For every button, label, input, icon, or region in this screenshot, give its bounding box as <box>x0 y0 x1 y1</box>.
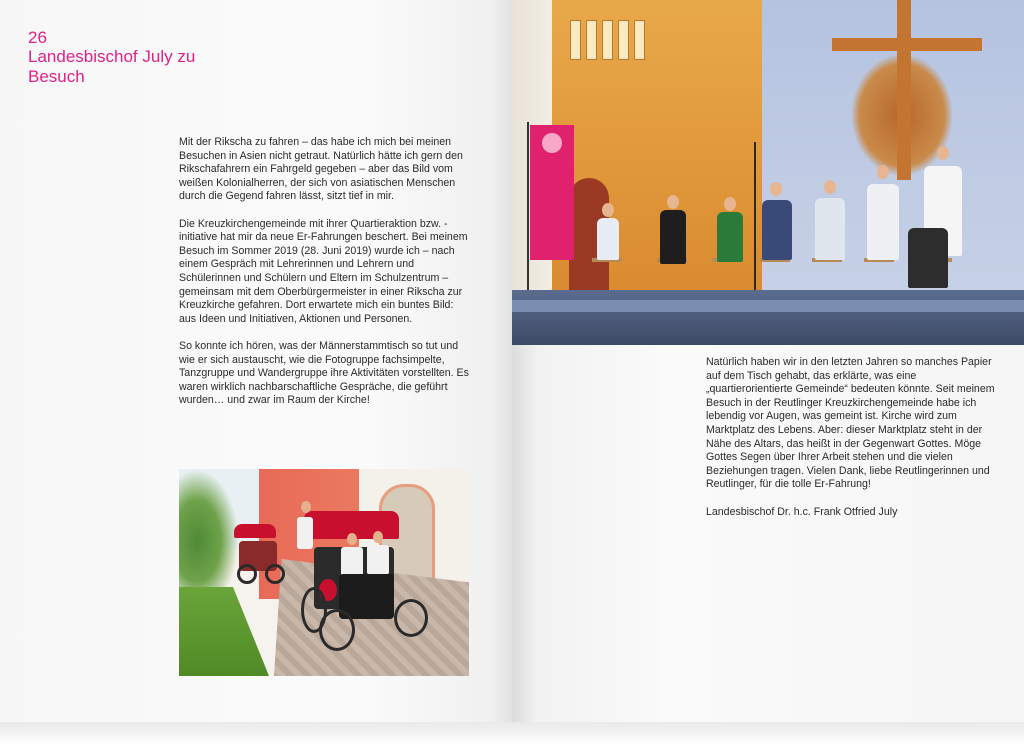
left-body-text <box>179 136 471 421</box>
window <box>586 20 597 60</box>
face <box>301 501 311 513</box>
rickshaw-photo <box>179 469 469 676</box>
cross <box>897 0 911 180</box>
wheel <box>265 564 285 584</box>
signature-line: Landesbischof Dr. h.c. Frank Otfried July <box>706 505 898 518</box>
banner-logo <box>542 133 562 153</box>
passenger-shirt <box>367 545 389 575</box>
wheel <box>394 599 428 637</box>
head <box>770 182 782 196</box>
page-shadow <box>0 722 1024 745</box>
page-title: Landesbischof July zu Besuch <box>28 47 196 86</box>
paragraph: Natürlich haben wir in den letzten Jahren so manches Papier auf dem Tisch gehabt, das erklärte, was eine „quartierorientierte Gemeinde“ bedeuten könnte. Seit meinem Besuch in der Reutlinger Kreuzkirchengemeinde habe ich lebendig vor Augen, was gemeint ist. Kirche wird zum Marktplatz des Lebens. Aber: dieser Marktplatz steht in der Nähe des Altars, das heißt in der Gegenwart Gottes. Möge Gottes Segen über Ihrer Arbeit stehen und die vielen Beziehungen tragen. Vielen Dank, liebe Reutlingerinnen und Reutlinger, für die tolle Er-Fahrung! <box>706 356 995 491</box>
trees <box>179 469 239 589</box>
wheel <box>319 609 355 651</box>
paragraph: Mit der Rikscha zu fahren – das habe ich mich bei meinen Besuchen in Asien nicht getraut. Natürlich hätte ich gern den Rikschafahrern ein Fahrgeld gegeben – aber das Bild vom weißen Kolonialherren, der sich von asiatischen Menschen durch die Gegend fahren lässt, sitzt tief in mir. <box>179 136 463 203</box>
driver <box>297 517 313 549</box>
panel-participant <box>597 218 619 260</box>
window <box>570 20 581 60</box>
church-photo <box>512 0 1024 345</box>
paragraph: Die Kreuzkirchengemeinde mit ihrer Quartieraktion bzw. -initiative hat mir da neue Er-Fahrungen beschert. Bei meinem Besuch im Sommer 2019 (28. Juni 2019) wurde ich – nach einem Gespräch mit Lehrerinnen und Lehrern und Schülerinnen und Schülern und Eltern im Schulzentrum – gemeinsam mit dem Oberbürgermeister in einer Rikscha zur Kreuzkirche gefahren. Dort erwartete mich ein buntes Bild: aus Ideen und Initiativen, Aktionen und Personen. <box>179 217 468 325</box>
rickshaw-canopy <box>234 524 276 538</box>
window <box>602 20 613 60</box>
face <box>347 533 357 545</box>
panel-participant <box>867 184 899 260</box>
wheel <box>237 564 257 584</box>
face <box>373 531 383 543</box>
lawn <box>179 587 269 676</box>
passenger-shirt <box>341 547 363 577</box>
panel-participant <box>762 200 792 260</box>
head <box>937 146 949 160</box>
panel-participant <box>660 210 686 264</box>
page-number: 26 <box>28 28 47 47</box>
head <box>724 197 736 211</box>
panel-participant-legs <box>908 228 948 288</box>
paragraph: So konnte ich hören, was der Männerstammtisch so tut und wie er sich austauscht, wie die Fotogruppe fachsimpelte, Tanzgruppe und Wandergruppe ihre Aktivitäten vorstellten. Es waren wirklich nachbarschaftliche Gespräche, die geführt wurden… und zwar im Raum der Kirche! <box>179 339 469 407</box>
window <box>634 20 645 60</box>
panel-participant <box>717 212 743 262</box>
banner-pole <box>527 122 529 300</box>
panel-participant <box>815 198 845 260</box>
microphone-stand <box>754 142 756 307</box>
head <box>877 165 889 179</box>
stage <box>512 290 1024 345</box>
window <box>618 20 629 60</box>
head <box>667 195 679 209</box>
head <box>824 180 836 194</box>
right-body-text <box>706 356 998 533</box>
cross-beam <box>832 38 982 51</box>
stage-edge <box>512 300 1024 312</box>
head <box>602 203 614 217</box>
